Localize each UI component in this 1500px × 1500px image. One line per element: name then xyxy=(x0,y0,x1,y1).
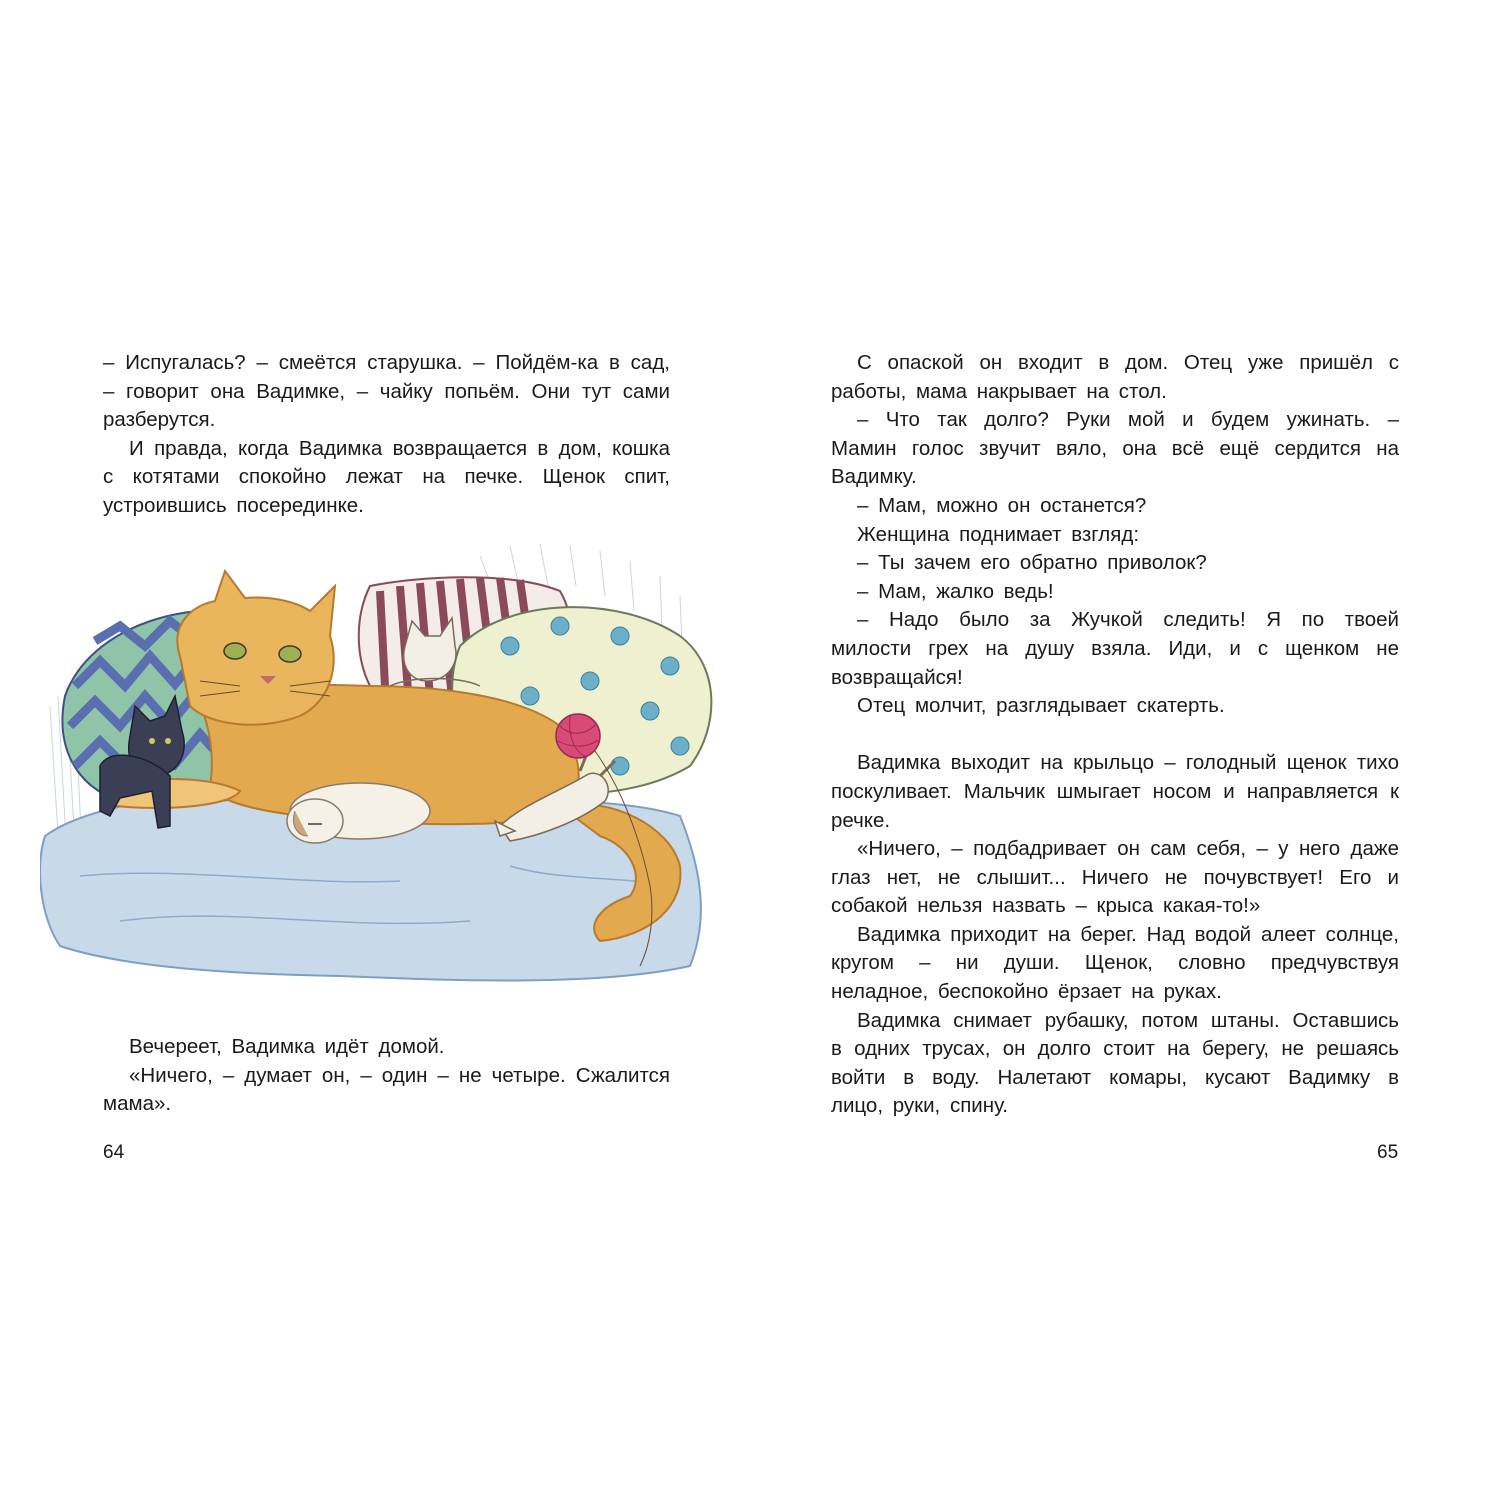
paragraph: – Ты зачем его обратно приволок? xyxy=(857,551,1207,575)
paragraph: Вадимка выходит на крыльцо – голодный щенок тихо поскуливает. Мальчик шмыгает носом и направляется к речке. xyxy=(831,751,1399,832)
page-number-right: 65 xyxy=(1377,1142,1399,1163)
paragraph: «Ничего, – думает он, – один – не четыре. Сжалится мама». xyxy=(103,1063,670,1116)
paragraph: – Мам, можно он останется? xyxy=(857,493,1147,517)
paragraph: Вадимка снимает рубашку, потом штаны. Оставшись в одних трусах, он долго стоит на берегу, не решаясь войти в воду. Налетают комары, кусают Вадимку в лицо, руки, спину. xyxy=(831,1008,1399,1118)
paragraph: – Что так долго? Руки мой и будем ужинать. – Мамин голос звучит вяло, она всё ещё сердится на Вадимку. xyxy=(831,408,1399,489)
page-number-left: 64 xyxy=(103,1142,125,1163)
paragraph: Вадимка приходит на берег. Над водой алеет солнце, кругом – ни души. Щенок, словно предчувствуя неладное, беспокойно ёрзает на руках. xyxy=(831,922,1399,1004)
cat-with-kittens-illustration xyxy=(40,536,730,996)
left-page-text-top xyxy=(103,349,670,521)
right-page xyxy=(750,0,1500,1500)
paragraph: – Мам, жалко ведь! xyxy=(857,579,1054,603)
paragraph: – Испугалась? – смеётся старушка. – Пойдём-ка в сад, – говорит она Вадимке, – чайку попьём. Они тут сами разберутся. xyxy=(103,351,670,432)
paragraph: – Надо было за Жучкой следить! Я по твоей милости грех на душу взяла. Иди, и с щенком не возвращайся! xyxy=(831,608,1399,689)
left-page-text-bottom xyxy=(103,1033,670,1119)
paragraph: Вечереет, Вадимка идёт домой. xyxy=(129,1035,445,1058)
paragraph: С опаской он входит в дом. Отец уже пришёл с работы, мама накрывает на стол. xyxy=(831,351,1399,403)
right-page-text xyxy=(831,349,1399,1121)
paragraph: Отец молчит, разглядывает скатерть. xyxy=(857,694,1225,718)
paragraph: И правда, когда Вадимка возвращается в дом, кошка с котятами спокойно лежат на печке. Щенок спит, устроившись посерединке. xyxy=(103,436,670,517)
paragraph: «Ничего, – подбадривает он сам себя, – у него даже глаз нет, не слышит... Ничего не почувствует! Его и собакой нельзя назвать – крыса какая-то!» xyxy=(831,837,1399,918)
paragraph: Женщина поднимает взгляд: xyxy=(857,522,1140,546)
